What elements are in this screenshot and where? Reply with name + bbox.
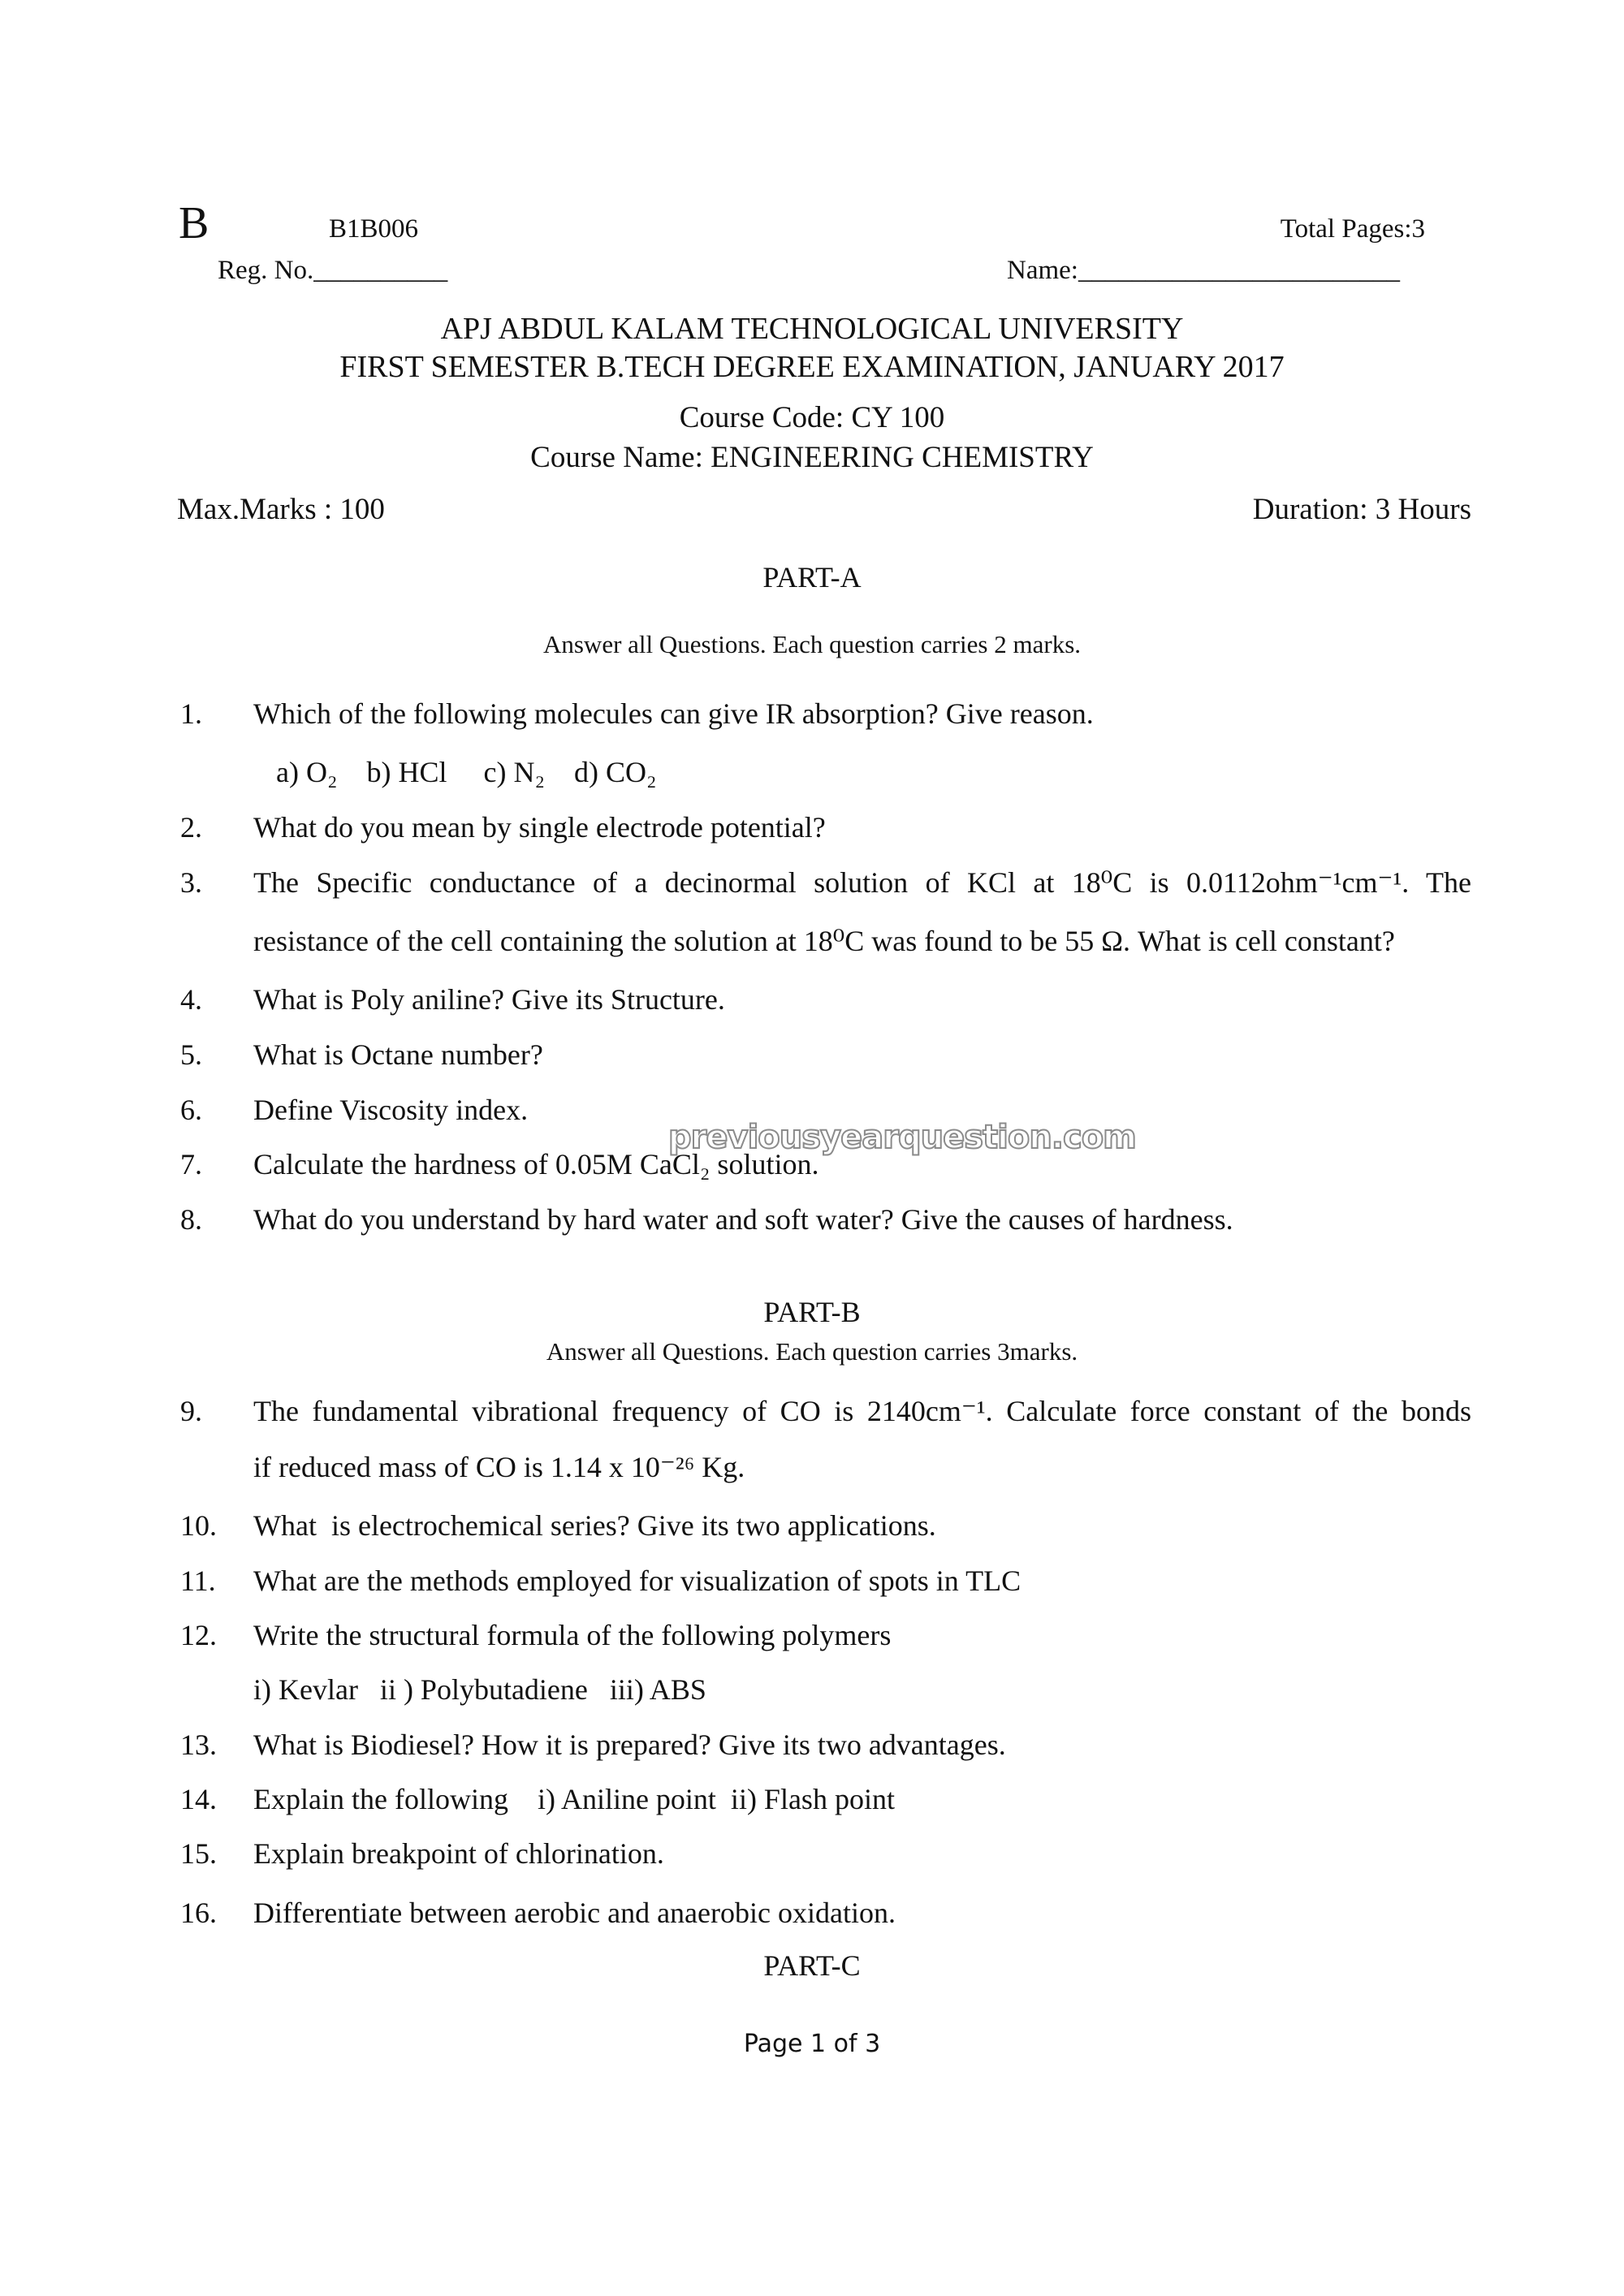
question-number: 14. <box>180 1783 217 1815</box>
reg-no-field: Reg. No.__________ <box>218 256 448 285</box>
question-number: 16. <box>180 1897 217 1929</box>
part-b-instruction: Answer all Questions. Each question carries 3marks. <box>546 1337 1078 1366</box>
question-text: What is electrochemical series? Give its two applications. <box>253 1509 936 1542</box>
part-b-heading: PART-B <box>763 1296 861 1328</box>
question-text: Calculate the hardness of 0.05M CaCl₂ solution. <box>253 1148 819 1180</box>
duration: Duration: 3 Hours <box>1252 493 1471 526</box>
question-text: Define Viscosity index. <box>253 1094 529 1126</box>
question-text: What do you mean by single electrode potential? <box>253 811 826 844</box>
university-title: APJ ABDUL KALAM TECHNOLOGICAL UNIVERSITY <box>440 312 1184 346</box>
question-text: Explain the following i) Aniline point ii) Flash point <box>253 1783 895 1815</box>
question-number: 11. <box>180 1564 216 1597</box>
question-number: 1. <box>180 697 202 730</box>
question-12-options: i) Kevlar ii ) Polybutadiene iii) ABS <box>253 1673 706 1706</box>
question-text: What is Biodiesel? How it is prepared? Give its two advantages. <box>253 1728 1006 1761</box>
question-number: 4. <box>180 983 202 1016</box>
question-text-line2: if reduced mass of CO is 1.14 x 10⁻²⁶ Kg. <box>253 1451 745 1483</box>
question-number: 15. <box>180 1837 217 1870</box>
paper-code: B1B006 <box>329 214 419 244</box>
question-text: Which of the following molecules can give IR absorption? Give reason. <box>253 697 1094 730</box>
question-text-line1: The Specific conductance of a decinormal solution of KCl at 18⁰C is 0.0112ohm⁻¹cm⁻¹. The <box>253 866 1471 899</box>
question-number: 3. <box>180 866 202 899</box>
question-text: What do you understand by hard water and soft water? Give the causes of hardness. <box>253 1203 1233 1236</box>
question-number: 7. <box>180 1148 202 1180</box>
question-text: Write the structural formula of the following polymers <box>253 1619 892 1651</box>
part-a-instruction: Answer all Questions. Each question carries 2 marks. <box>542 630 1082 658</box>
watermark-logo: previousyearquestion.com <box>668 1119 1136 1156</box>
question-text: What is Octane number? <box>253 1038 543 1071</box>
series-letter: B <box>179 198 209 248</box>
exam-title: FIRST SEMESTER B.TECH DEGREE EXAMINATION, JANUARY 2017 <box>339 350 1285 384</box>
question-number: 10. <box>180 1509 217 1542</box>
part-c-heading: PART-C <box>763 1949 861 1982</box>
question-1-options: a) O₂ b) HCl c) N₂ d) CO₂ <box>276 756 657 788</box>
question-number: 2. <box>180 811 202 844</box>
course-code: Course Code: CY 100 <box>679 401 945 434</box>
question-number: 9. <box>180 1395 202 1427</box>
question-number: 5. <box>180 1038 202 1071</box>
question-number: 8. <box>180 1203 202 1236</box>
question-text-line1: The fundamental vibrational frequency of CO is 2140cm⁻¹. Calculate force constant of the bonds <box>253 1395 1471 1427</box>
name-field: Name:________________________ <box>1007 256 1400 285</box>
question-number: 6. <box>180 1094 202 1126</box>
question-text: Differentiate between aerobic and anaerobic oxidation. <box>253 1897 896 1929</box>
question-text-line2: resistance of the cell containing the solution at 18⁰C was found to be 55 Ω. What is cell constant? <box>253 925 1395 957</box>
question-text: What is Poly aniline? Give its Structure. <box>253 983 725 1016</box>
question-number: 13. <box>180 1728 217 1761</box>
total-pages: Total Pages:3 <box>1280 214 1425 244</box>
question-number: 12. <box>180 1619 217 1651</box>
question-text: Explain breakpoint of chlorination. <box>253 1837 664 1870</box>
page-number: Page 1 of 3 <box>743 2030 881 2058</box>
part-a-heading: PART-A <box>762 561 862 593</box>
course-name: Course Name: ENGINEERING CHEMISTRY <box>530 441 1094 474</box>
question-text: What are the methods employed for visualization of spots in TLC <box>253 1564 1021 1597</box>
max-marks: Max.Marks : 100 <box>177 493 385 526</box>
